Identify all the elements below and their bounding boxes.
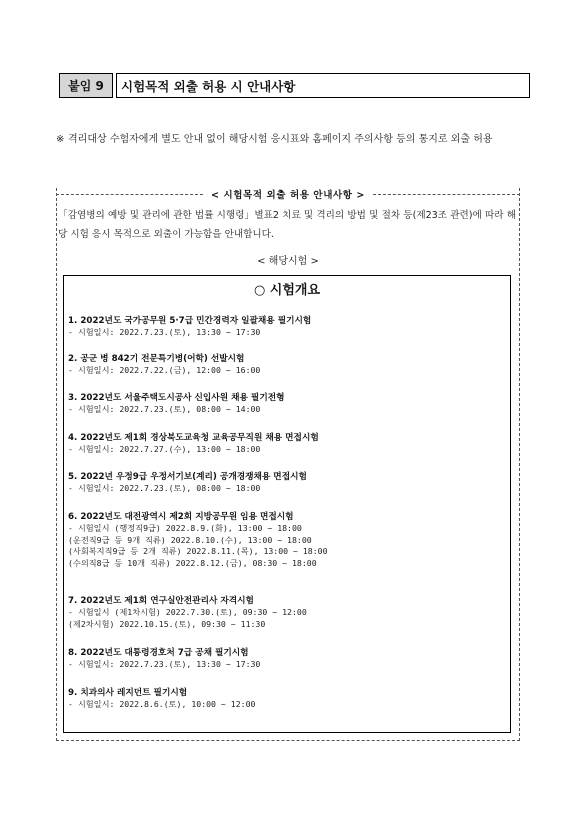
page-title: 시험목적 외출 허용 시 안내사항: [116, 73, 530, 98]
exam-overview-box: [63, 275, 511, 733]
exam-title: 6. 2022년도 대전광역시 제2회 지방공무원 임용 면접시험: [68, 512, 294, 522]
exam-detail: - 시험일시 (제1차시험) 2022.7.30.(토), 09:30 ~ 12:00: [68, 607, 307, 617]
exam-detail: - 시험일시 (행정직9급) 2022.8.9.(화), 13:00 ~ 18:00: [68, 523, 302, 533]
exam-detail: (수의직8급 등 10개 직류) 2022.8.12.(금), 08:30 ~ 18:00: [68, 557, 317, 568]
exam-detail: (사회복지직9급 등 2개 직류) 2022.8.11.(목), 13:00 ~ 18:00: [68, 546, 328, 556]
guide-box-caption: < 시험목적 외출 허용 안내사항 >: [211, 190, 365, 201]
exam-title: 9. 치과의사 레지던트 필기시험: [68, 688, 188, 698]
exam-item: [68, 687, 506, 711]
attachment-tag: 붙임 9: [59, 73, 113, 98]
exam-title: 4. 2022년도 제1회 경상북도교육청 교육공무직원 채용 면접시험: [68, 433, 319, 443]
exam-title: 1. 2022년도 국가공무원 5·7급 민간경력자 일괄채용 필기시험: [68, 316, 312, 326]
exam-item: [68, 471, 506, 495]
overview-title: ○ 시험개요: [253, 283, 321, 298]
exam-title: 3. 2022년도 서울주택도시공사 신입사원 채용 필기전형: [68, 393, 285, 403]
exam-item: [68, 432, 506, 456]
notice: [56, 130, 536, 150]
exam-title: 8. 2022년도 대통령경호처 7급 공채 필기시험: [68, 648, 249, 658]
exam-item: [68, 647, 506, 671]
exam-title: 7. 2022년도 제1회 연구실안전관리사 자격시험: [68, 596, 254, 606]
section-header: [59, 73, 530, 98]
exam-detail: (운전직9급 등 9개 직류) 2022.8.10.(수), 13:00 ~ 18:00: [68, 534, 312, 545]
guide-intro: 「감염병의 예방 및 관리에 관한 법률 시행령」별표2 치료 및 격리의 방법 및 절차 등(제23조 관련)에 따라 해당 시험 응시 목적으로 외출이 가능함을 안내합니다.: [58, 210, 516, 240]
exam-item: [68, 353, 506, 377]
exam-detail: - 시험일시: 2022.7.27.(수), 13:00 ~ 18:00: [68, 444, 261, 454]
exam-subheading: < 해당시험 >: [257, 256, 319, 267]
exam-detail: - 시험일시: 2022.8.6.(토), 10:00 ~ 12:00: [68, 699, 256, 709]
exam-detail: - 시험일시: 2022.7.23.(토), 08:00 ~ 18:00: [68, 483, 261, 493]
notice-text: 격리대상 수험자에게 별도 안내 없이 해당시험 응시표와 홈페이지 주의사항 등의 통지로 외출 허용: [68, 134, 493, 145]
exam-item: [68, 511, 506, 569]
exam-detail: - 시험일시: 2022.7.23.(토), 13:30 ~ 17:30: [68, 659, 261, 669]
exam-title: 2. 공군 병 842기 전문특기병(어학) 선발시험: [68, 354, 245, 364]
exam-detail: - 시험일시: 2022.7.23.(토), 08:00 ~ 14:00: [68, 404, 261, 414]
exam-item: [68, 392, 506, 416]
exam-item: [68, 595, 506, 630]
divider: [373, 194, 520, 195]
exam-detail: - 시험일시: 2022.7.23.(토), 13:30 ~ 17:30: [68, 327, 261, 337]
exam-detail: - 시험일시: 2022.7.22.(금), 12:00 ~ 16:00: [68, 365, 261, 375]
exam-item: [68, 315, 506, 339]
reference-mark: ※: [56, 134, 65, 145]
divider: [56, 194, 203, 195]
guide-box-caption-row: [56, 188, 520, 200]
exam-detail: (제2차시험) 2022.10.15.(토), 09:30 ~ 11:30: [68, 618, 266, 629]
exam-title: 5. 2022년 우정9급 우정서기보(계리) 공개경쟁채용 면접시험: [68, 472, 307, 482]
